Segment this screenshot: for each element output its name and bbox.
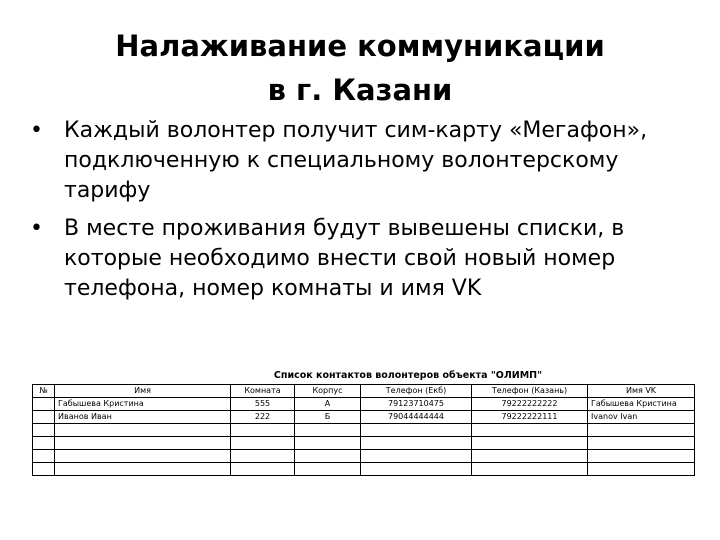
table-cell: Б <box>295 411 361 424</box>
table-cell <box>588 463 695 476</box>
slide-title <box>40 24 680 112</box>
table-row <box>33 437 695 450</box>
bullet-text: В месте проживания будут вывешены списки, в которые необходимо внести свой новый номер телефона, номер комнаты и имя VK <box>64 216 625 301</box>
table-cell: 222 <box>231 411 295 424</box>
slide-title-line-2: в г. Казани <box>267 73 453 107</box>
table-cell <box>472 450 588 463</box>
table-cell <box>33 411 55 424</box>
header-cell-room: Комната <box>231 385 295 398</box>
bullet-item <box>30 214 700 304</box>
table-cell: 555 <box>231 398 295 411</box>
table-cell: 79222222111 <box>472 411 588 424</box>
table-row <box>33 424 695 437</box>
table-cell <box>55 437 231 450</box>
header-cell-building: Корпус <box>295 385 361 398</box>
header-cell-name: Имя <box>55 385 231 398</box>
table-caption: Список контактов волонтеров объекта "ОЛИМП" <box>273 370 543 381</box>
table-cell: Габышева Кристина <box>55 398 231 411</box>
table-cell <box>472 424 588 437</box>
table-cell <box>55 463 231 476</box>
table-cell <box>295 424 361 437</box>
bullet-dot-icon: • <box>30 216 43 241</box>
table-cell <box>231 424 295 437</box>
table-header-row <box>33 385 695 398</box>
table-cell <box>588 437 695 450</box>
table-cell <box>361 463 472 476</box>
table-cell: Габышева Кристина <box>588 398 695 411</box>
bullet-text: Каждый волонтер получит сим-карту «Мегафон», подключенную к специальному волонтерскому тарифу <box>64 118 648 203</box>
table-cell <box>295 450 361 463</box>
table-row <box>33 398 695 411</box>
bullet-list <box>30 116 700 312</box>
table-cell <box>231 437 295 450</box>
table-cell: 79123710475 <box>361 398 472 411</box>
bullet-item <box>30 116 700 206</box>
table-cell <box>361 437 472 450</box>
table-row <box>33 450 695 463</box>
table-row <box>33 463 695 476</box>
header-cell-phone-ekb: Телефон (Екб) <box>361 385 472 398</box>
header-cell-phone-kazan: Телефон (Казань) <box>472 385 588 398</box>
table-cell <box>55 424 231 437</box>
table-cell <box>33 398 55 411</box>
table-cell <box>361 424 472 437</box>
table-cell <box>33 437 55 450</box>
table-cell <box>588 450 695 463</box>
table-cell: 79044444444 <box>361 411 472 424</box>
table-cell <box>33 463 55 476</box>
header-cell-number: № <box>33 385 55 398</box>
table-cell: 79222222222 <box>472 398 588 411</box>
bullet-dot-icon: • <box>30 118 43 143</box>
table-cell <box>295 463 361 476</box>
table-cell <box>55 450 231 463</box>
contacts-table-block <box>32 368 694 476</box>
table-cell <box>33 450 55 463</box>
table-cell: Ivanov Ivan <box>588 411 695 424</box>
table-cell <box>361 450 472 463</box>
contacts-table <box>32 384 695 476</box>
slide-title-line-1: Налаживание коммуникации <box>115 29 605 63</box>
table-cell <box>231 463 295 476</box>
table-cell: Иванов Иван <box>55 411 231 424</box>
header-cell-vk-name: Имя VK <box>588 385 695 398</box>
table-cell <box>295 437 361 450</box>
table-cell <box>33 424 55 437</box>
table-cell <box>588 424 695 437</box>
table-row <box>33 411 695 424</box>
table-cell <box>231 450 295 463</box>
table-cell: А <box>295 398 361 411</box>
table-cell <box>472 437 588 450</box>
table-cell <box>472 463 588 476</box>
